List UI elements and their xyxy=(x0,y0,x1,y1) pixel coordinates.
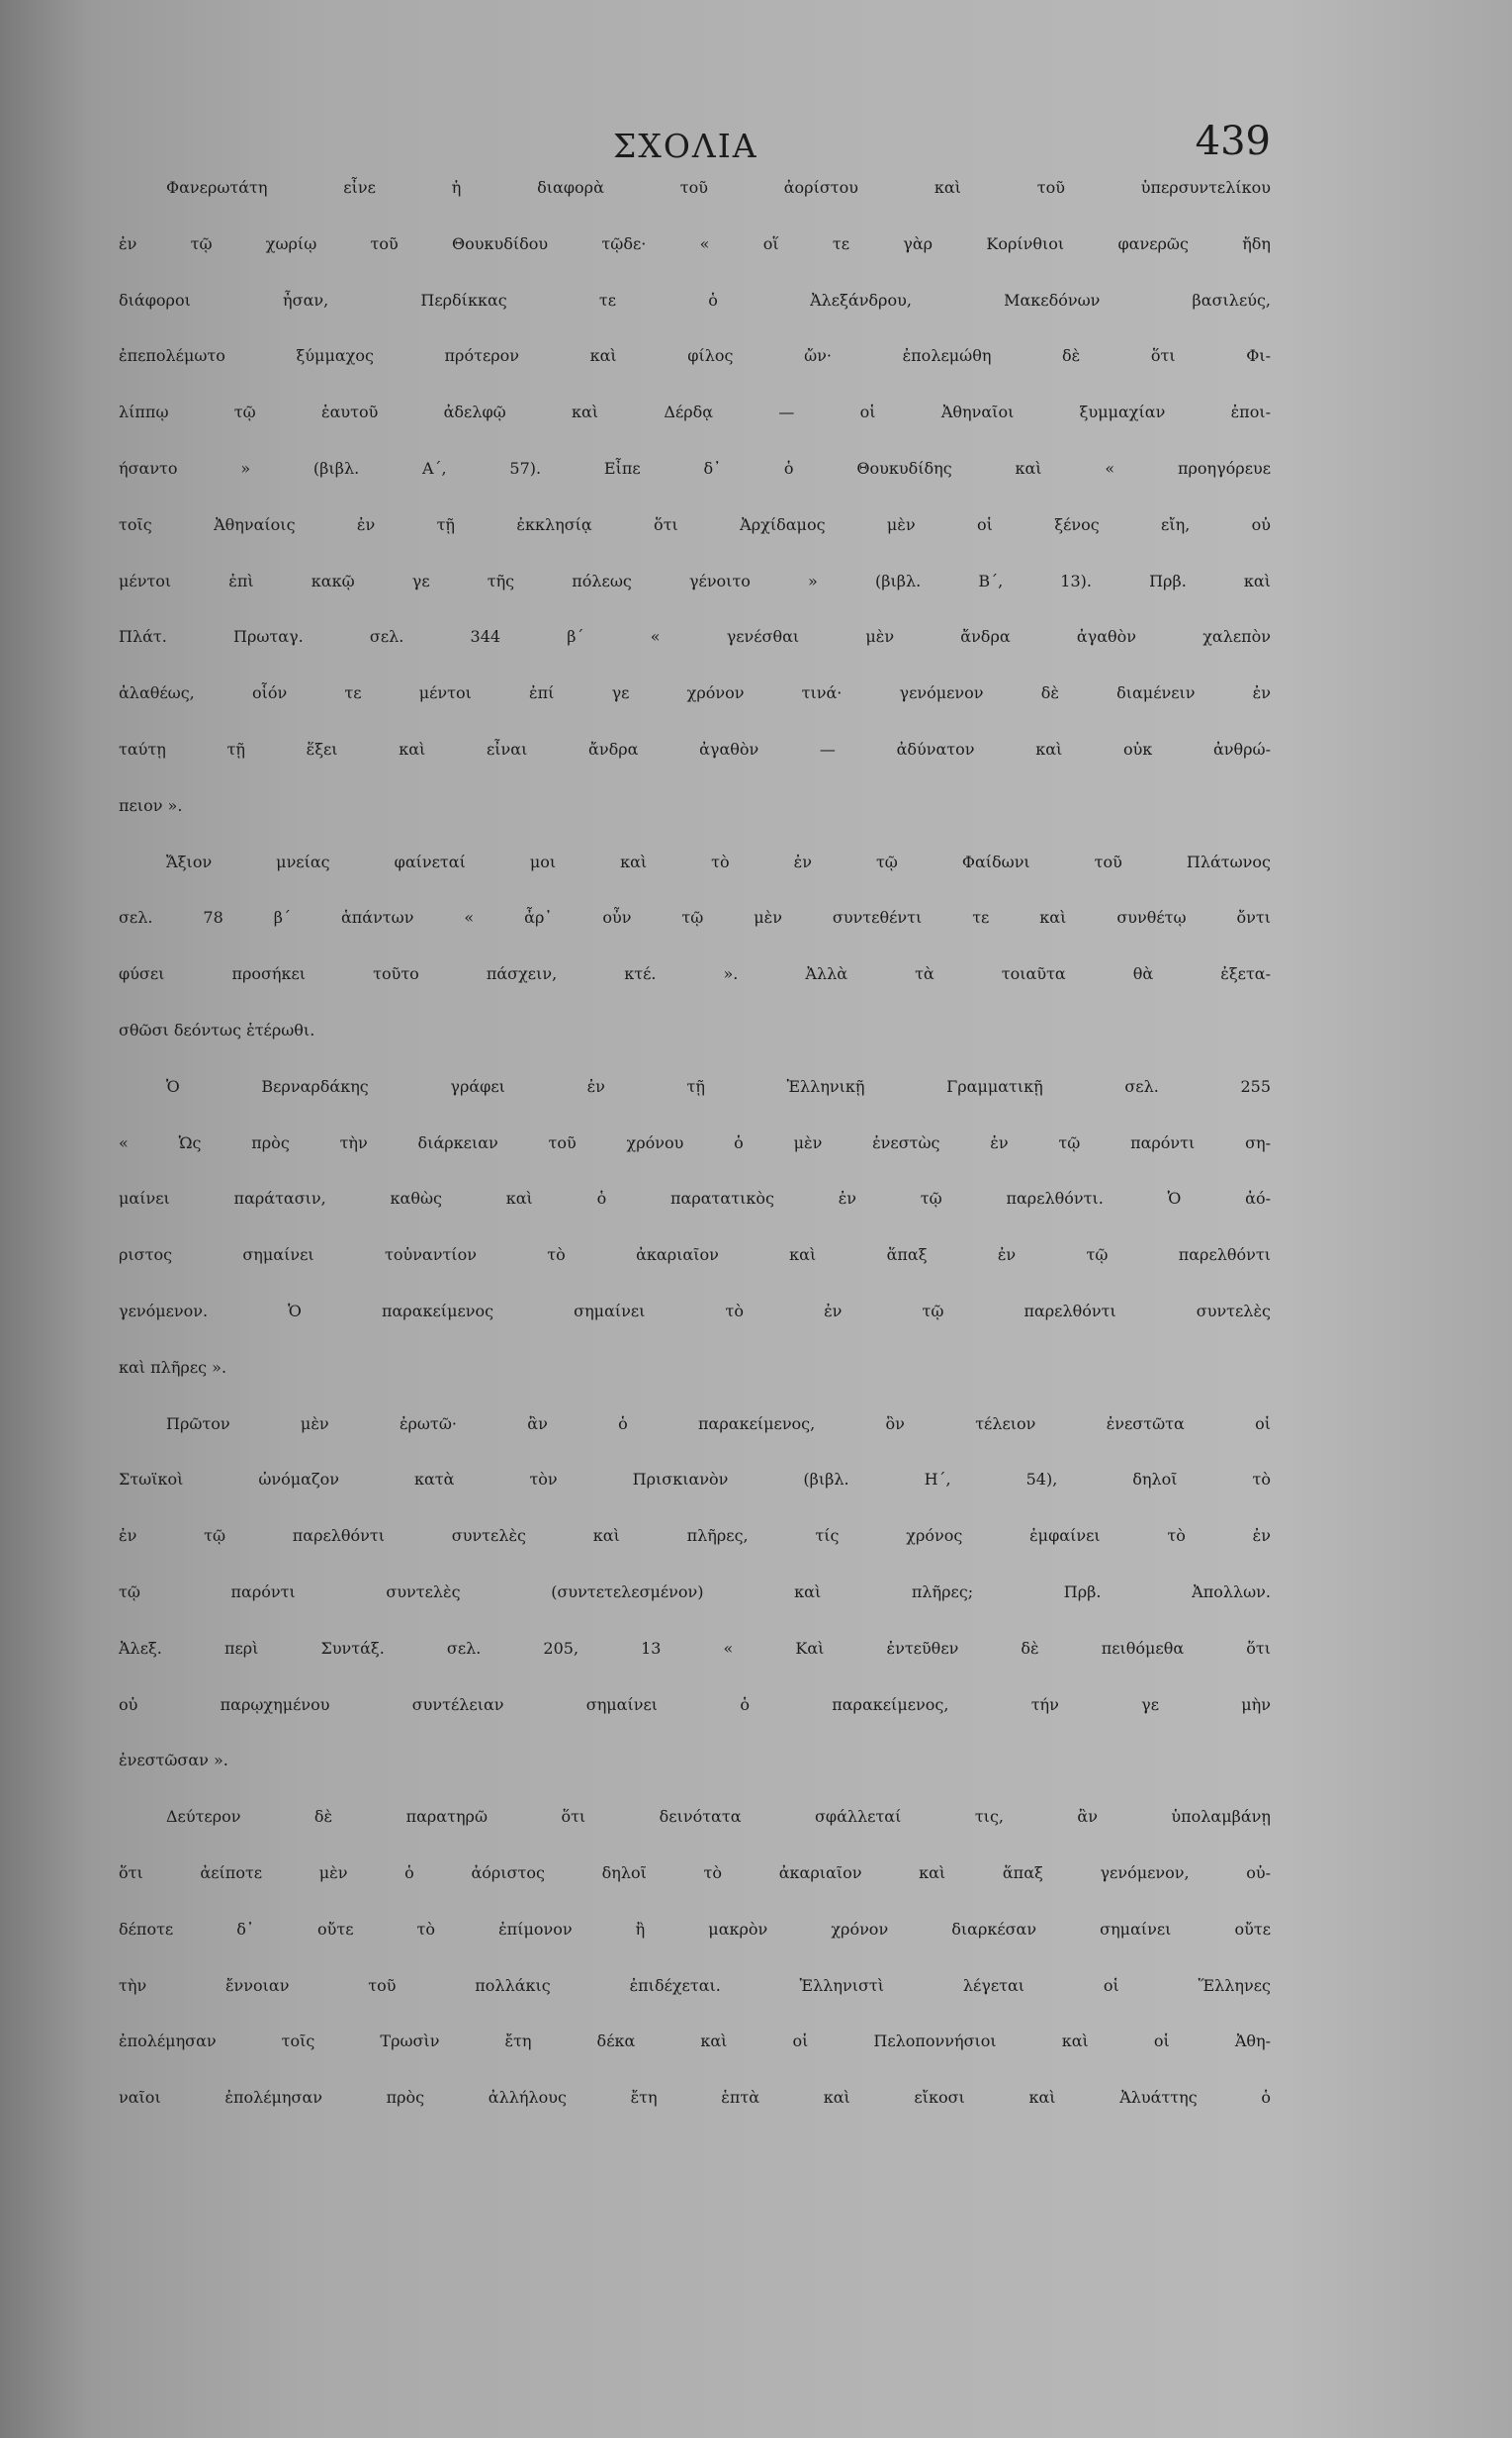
text-line: ἐπολέμησαν τοῖς Τρωσὶν ἔτη δέκα καὶ οἱ Πελοποννήσιοι καὶ οἱ Ἀθη- xyxy=(119,2032,1271,2051)
paragraph-5 xyxy=(119,1807,1271,2144)
text-line: γενόμενον. Ὁ παρακείμενος σημαίνει τὸ ἐν τῷ παρελθόντι συντελὲς xyxy=(119,1301,1271,1320)
running-head: ΣΧΟΛΙΑ xyxy=(613,127,758,165)
text-line: τοῖς Ἀθηναίοις ἐν τῇ ἐκκλησίᾳ ὅτι Ἀρχίδαμος μὲν οἱ ξένος εἴη, οὐ xyxy=(119,514,1271,534)
text-line: καὶ πλῆρες ». xyxy=(119,1357,227,1377)
text-line: ναῖοι ἐπολέμησαν πρὸς ἀλλήλους ἔτη ἑπτὰ καὶ εἴκοσι καὶ Ἀλυάττης ὁ xyxy=(119,2088,1271,2108)
text-line: ἐνεστῶσαν ». xyxy=(119,1751,228,1770)
text-line: Στωϊκοὶ ὠνόμαζον κατὰ τὸν Πρισκιανὸν (βιβλ. Η΄, 54), δηλοῖ τὸ xyxy=(119,1470,1271,1490)
text-line: τῷ παρόντι συντελὲς (συντετελεσμένον) καὶ πλῆρες; Πρβ. Ἀπολλων. xyxy=(119,1581,1271,1601)
page-header xyxy=(119,109,1271,178)
text-line: ἀλαθέως, οἷόν τε μέντοι ἐπί γε χρόνον τινά· γενόμενον δὲ διαμένειν ἐν xyxy=(119,683,1271,703)
paragraph-1 xyxy=(119,178,1271,853)
text-line: δέποτε δ᾽ οὔτε τὸ ἐπίμονον ἢ μακρὸν χρόνον διαρκέσαν σημαίνει οὔτε xyxy=(119,1919,1271,1939)
text-line: Πρῶτον μὲν ἐρωτῶ· ἂν ὁ παρακείμενος, ὃν τέλειον ἐνεστῶτα οἱ xyxy=(166,1413,1271,1433)
paragraph-3 xyxy=(119,1077,1271,1414)
text-line: οὐ παρῳχημένου συντέλειαν σημαίνει ὁ παρακείμενος, τήν γε μὴν xyxy=(119,1694,1271,1714)
text-line: ριστος σημαίνει τοὐναντίον τὸ ἀκαριαῖον καὶ ἅπαξ ἐν τῷ παρελθόντι xyxy=(119,1245,1271,1265)
text-line: ήσαντο » (βιβλ. Α΄, 57). Εἶπε δ᾽ ὁ Θουκυδίδης καὶ « προηγόρευε xyxy=(119,458,1271,478)
text-line: ὅτι ἀείποτε μὲν ὁ ἀόριστος δηλοῖ τὸ ἀκαριαῖον καὶ ἅπαξ γενόμενον, οὐ- xyxy=(119,1862,1271,1882)
text-line: « Ὡς πρὸς τὴν διάρκειαν τοῦ χρόνου ὁ μὲν ἐνεστὼς ἐν τῷ παρόντι ση- xyxy=(119,1132,1271,1152)
page-number: 439 xyxy=(1195,119,1271,164)
text-line: πειον ». xyxy=(119,795,183,815)
text-line: Δεύτερον δὲ παρατηρῶ ὅτι δεινότατα σφάλλεταί τις, ἂν ὑπολαμβάνῃ xyxy=(166,1807,1271,1827)
page-body xyxy=(119,178,1271,2144)
paragraph-4 xyxy=(119,1414,1271,1808)
text-line: σθῶσι δεόντως ἑτέρωθι. xyxy=(119,1020,315,1039)
text-line: ἐν τῷ παρελθόντι συντελὲς καὶ πλῆρες, τίς χρόνος ἐμφαίνει τὸ ἐν xyxy=(119,1526,1271,1546)
text-line: μέντοι ἐπὶ κακῷ γε τῆς πόλεως γένοιτο » (βιβλ. Β΄, 13). Πρβ. καὶ xyxy=(119,571,1271,590)
text-line: τὴν ἔννοιαν τοῦ πολλάκις ἐπιδέχεται. Ἑλληνιστὶ λέγεται οἱ Ἕλληνες xyxy=(119,1975,1271,1995)
text-line: Πλάτ. Πρωταγ. σελ. 344 β΄ « γενέσθαι μὲν ἄνδρα ἀγαθὸν χαλεπὸν xyxy=(119,627,1271,647)
text-line: Ἀλεξ. περὶ Συντάξ. σελ. 205, 13 « Καὶ ἐντεῦθεν δὲ πειθόμεθα ὅτι xyxy=(119,1638,1271,1658)
text-line: ἐπεπολέμωτο ξύμμαχος πρότερον καὶ φίλος ὤν· ἐπολεμώθη δὲ ὅτι Φι- xyxy=(119,346,1271,366)
text-line: μαίνει παράτασιν, καθὼς καὶ ὁ παρατατικὸς ἐν τῷ παρελθόντι. Ὁ ἀό- xyxy=(119,1189,1271,1209)
text-line: σελ. 78 β΄ ἁπάντων « ἆρ᾽ οὖν τῷ μὲν συντεθέντι τε καὶ συνθέτῳ ὄντι xyxy=(119,908,1271,928)
text-line: ἐν τῷ χωρίῳ τοῦ Θουκυδίδου τῷδε· « οἵ τε γὰρ Κορίνθιοι φανερῶς ἤδη xyxy=(119,233,1271,253)
text-line: ταύτῃ τῇ ἕξει καὶ εἶναι ἄνδρα ἀγαθὸν — ἀδύνατον καὶ οὐκ ἀνθρώ- xyxy=(119,739,1271,759)
paragraph-2 xyxy=(119,853,1271,1077)
text-line: Ὁ Βερναρδάκης γράφει ἐν τῇ Ἑλληνικῇ Γραμματικῇ σελ. 255 xyxy=(166,1076,1271,1096)
text-line: λίππῳ τῷ ἑαυτοῦ ἀδελφῷ καὶ Δέρδᾳ — οἱ Ἀθηναῖοι ξυμμαχίαν ἐποι- xyxy=(119,403,1271,422)
text-line: φύσει προσήκει τοῦτο πάσχειν, κτέ. ». Ἀλλὰ τὰ τοιαῦτα θὰ ἐξετα- xyxy=(119,964,1271,984)
text-line: διάφοροι ἦσαν, Περδίκκας τε ὁ Ἀλεξάνδρου, Μακεδόνων βασιλεύς, xyxy=(119,290,1271,310)
book-page xyxy=(119,109,1271,2144)
text-line: Ἄξιον μνείας φαίνεταί μοι καὶ τὸ ἐν τῷ Φαίδωνι τοῦ Πλάτωνος xyxy=(166,852,1271,871)
text-line: Φανερωτάτη εἶνε ἡ διαφορὰ τοῦ ἀορίστου καὶ τοῦ ὑπερσυντελίκου xyxy=(166,178,1271,197)
